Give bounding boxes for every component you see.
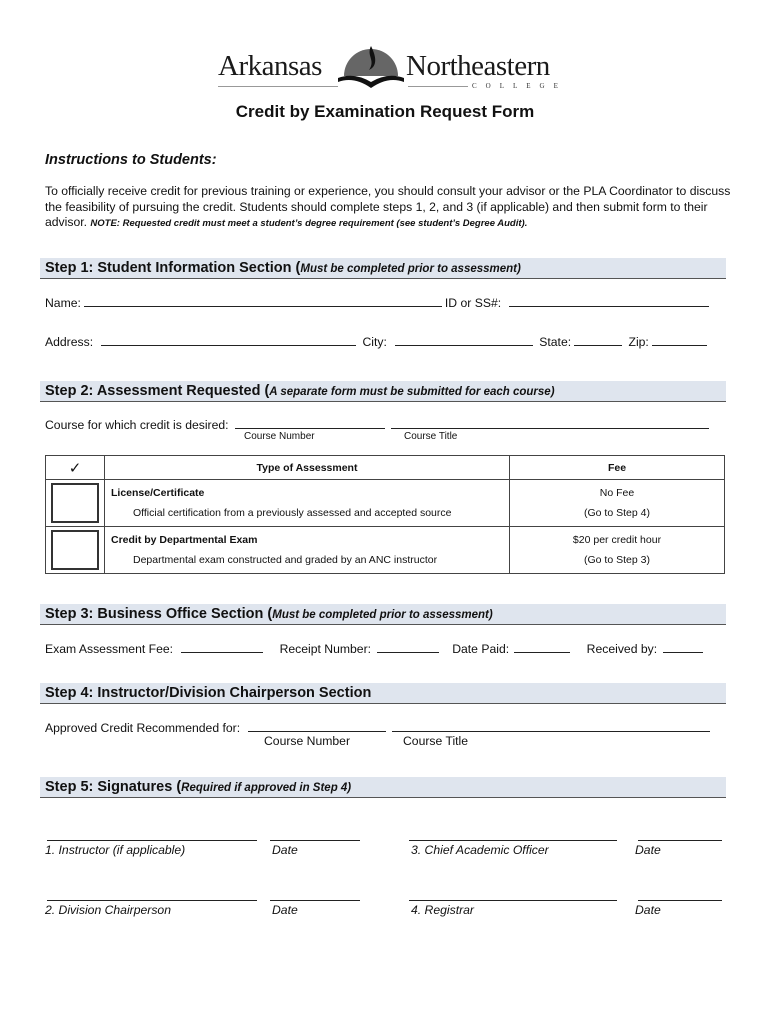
city-label: City: — [362, 335, 387, 349]
approved-row — [45, 719, 713, 735]
instructions-body: To officially receive credit for previous training or experience, you should consult your advisor or the PLA Coordinator to discuss the feasibility of pursuing the credit. Students should complete steps 1, 2, and 3 (if applicable) and then submit form to their advisor. — [45, 184, 731, 229]
course-number-field[interactable] — [235, 416, 385, 429]
state-field[interactable] — [574, 333, 622, 346]
address-label: Address: — [45, 335, 94, 349]
registrar-signature-label: 4. Registrar — [411, 903, 474, 917]
assessment-next-step: (Go to Step 4) — [584, 507, 650, 519]
city-field[interactable] — [395, 333, 533, 346]
step3-title: Step 3: Business Office Section ( — [45, 606, 273, 622]
approved-course-number-field[interactable] — [248, 719, 386, 732]
step1-note: Must be completed prior to assessment) — [300, 263, 521, 275]
step3-note: Must be completed prior to assessment) — [272, 609, 493, 621]
date-label: Date — [635, 843, 661, 857]
step3-header — [40, 604, 726, 625]
step2-title: Step 2: Assessment Requested ( — [45, 383, 270, 399]
step2-header — [40, 381, 726, 402]
course-title-caption: Course Title — [404, 431, 458, 442]
cao-signature-label: 3. Chief Academic Officer — [411, 843, 549, 857]
date-paid-label: Date Paid: — [452, 642, 510, 656]
assessment-fee: No Fee — [599, 487, 635, 499]
assessment-type: License/Certificate — [111, 487, 205, 499]
instructor-signature-line[interactable] — [47, 840, 257, 841]
step1-title: Step 1: Student Information Section ( — [45, 260, 301, 276]
chair-signature-label: 2. Division Chairperson — [45, 903, 171, 917]
exam-checkbox[interactable] — [51, 530, 99, 570]
check-column-header: ✓ — [46, 456, 105, 480]
instructions-heading: Instructions to Students: — [45, 152, 217, 168]
registrar-signature-line[interactable] — [409, 900, 617, 901]
assessment-table — [45, 455, 725, 574]
college-logo — [218, 38, 567, 96]
name-row — [45, 294, 712, 310]
page-title: Credit by Examination Request Form — [235, 102, 535, 121]
business-row — [45, 640, 706, 656]
address-row — [45, 333, 710, 349]
name-label: Name: — [45, 296, 81, 310]
course-title-field[interactable] — [391, 416, 709, 429]
book-flame-icon — [336, 38, 406, 96]
chair-date-line[interactable] — [270, 900, 360, 901]
assessment-fee: $20 per credit hour — [572, 534, 662, 546]
instructor-signature-label: 1. Instructor (if applicable) — [45, 843, 186, 857]
date-label: Date — [635, 903, 661, 917]
approved-course-title-field[interactable] — [392, 719, 710, 732]
instructions-note: NOTE: Requested credit must meet a student’s degree requirement (see student’s Degree Audit). — [90, 218, 528, 229]
receipt-label: Receipt Number: — [279, 642, 372, 656]
step5-header — [40, 777, 726, 798]
address-field[interactable] — [101, 333, 356, 346]
course-number-caption: Course Number — [244, 431, 315, 442]
fee-column-header: Fee — [510, 456, 725, 480]
zip-label: Zip: — [628, 335, 649, 349]
assessment-next-step: (Go to Step 3) — [584, 554, 650, 566]
state-label: State: — [539, 335, 572, 349]
step5-note: Required if approved in Step 4) — [181, 782, 352, 794]
instructions-text — [45, 184, 735, 232]
logo-word-1: Arkansas — [218, 50, 322, 82]
table-row — [46, 527, 725, 574]
step5-title: Step 5: Signatures ( — [45, 779, 182, 795]
instructor-date-line[interactable] — [270, 840, 360, 841]
date-label: Date — [272, 903, 298, 917]
course-row — [45, 416, 712, 432]
cao-date-line[interactable] — [638, 840, 722, 841]
approved-course-title-caption: Course Title — [403, 734, 469, 748]
assessment-desc: Departmental exam constructed and graded by an ANC instructor — [133, 554, 438, 566]
step4-title: Step 4: Instructor/Division Chairperson Section — [45, 685, 372, 701]
logo-college: COLLEGE — [472, 82, 567, 90]
name-field[interactable] — [84, 294, 442, 307]
zip-field[interactable] — [652, 333, 707, 346]
cao-signature-line[interactable] — [409, 840, 617, 841]
approved-course-number-caption: Course Number — [264, 734, 351, 748]
id-label: ID or SS#: — [444, 296, 502, 310]
course-label: Course for which credit is desired: — [45, 418, 229, 432]
assessment-desc: Official certification from a previously assessed and accepted source — [133, 507, 452, 519]
license-checkbox[interactable] — [51, 483, 99, 523]
step4-header — [40, 683, 726, 704]
approved-label: Approved Credit Recommended for: — [45, 721, 241, 735]
type-column-header: Type of Assessment — [105, 456, 510, 480]
assessment-type: Credit by Departmental Exam — [111, 534, 258, 546]
date-paid-field[interactable] — [514, 640, 570, 653]
chair-signature-line[interactable] — [47, 900, 257, 901]
received-by-label: Received by: — [586, 642, 658, 656]
logo-word-2: Northeastern — [406, 50, 550, 82]
step2-note: A separate form must be submitted for each course) — [269, 386, 555, 398]
receipt-field[interactable] — [377, 640, 439, 653]
received-by-field[interactable] — [663, 640, 703, 653]
fee-field[interactable] — [181, 640, 263, 653]
registrar-date-line[interactable] — [638, 900, 722, 901]
table-row — [46, 480, 725, 527]
step1-header — [40, 258, 726, 279]
fee-label: Exam Assessment Fee: — [45, 642, 174, 656]
date-label: Date — [272, 843, 298, 857]
id-field[interactable] — [509, 294, 709, 307]
